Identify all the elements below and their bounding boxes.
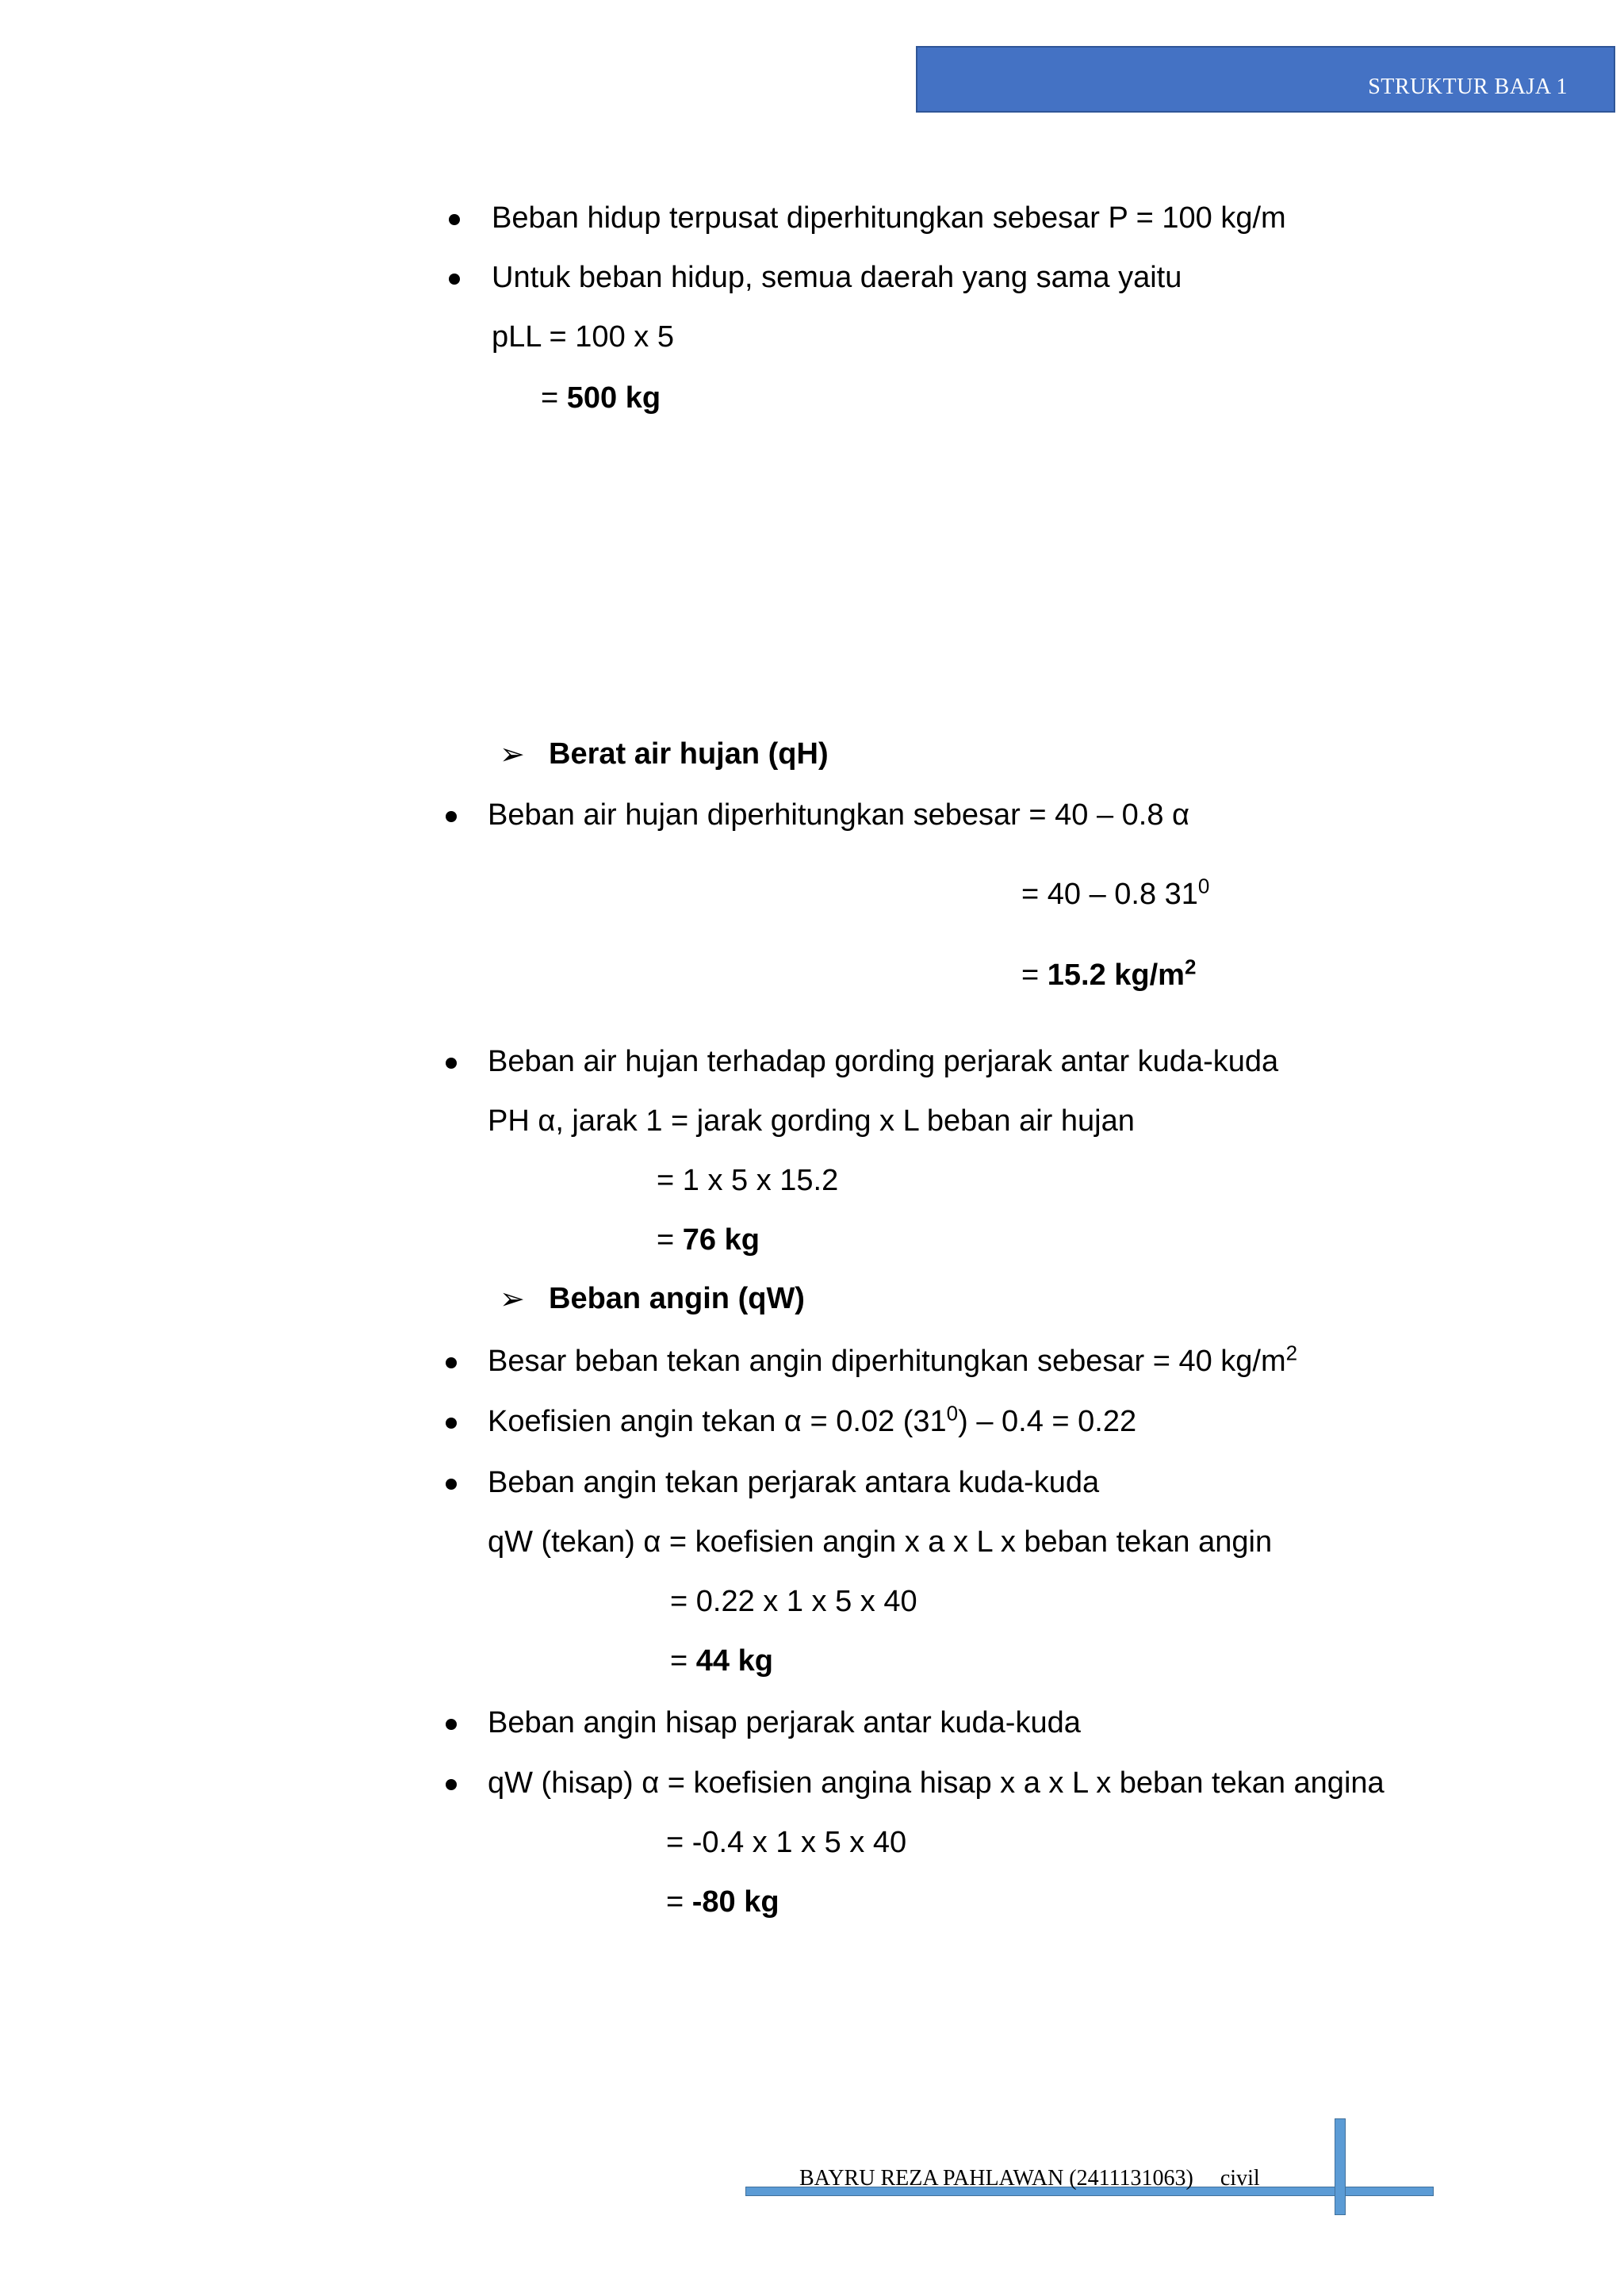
live-load-result bbox=[541, 380, 661, 416]
bullet bbox=[449, 274, 460, 285]
wind-line-6-value: 44 kg bbox=[695, 1644, 773, 1678]
wind-line-4: qW (tekan) α = koefisien angin x a x L x beban tekan angin bbox=[488, 1525, 1273, 1559]
rain-heading: Berat air hujan (qH) bbox=[549, 737, 829, 771]
rain-line-3-prefix: = bbox=[1021, 959, 1048, 992]
wind-line-6-prefix: = bbox=[670, 1644, 696, 1678]
wind-line-1-text: Besar beban tekan angin diperhitungkan sebesar = 40 kg/m bbox=[488, 1345, 1286, 1378]
wind-line-1 bbox=[488, 1343, 1297, 1380]
footer-dept: civil bbox=[1220, 2166, 1260, 2191]
rain-line-3-sup: 2 bbox=[1184, 955, 1197, 979]
arrow-bullet-icon: ➢ bbox=[500, 1281, 525, 1316]
rain-line-7 bbox=[657, 1222, 760, 1258]
live-load-result-value: 500 kg bbox=[566, 381, 661, 415]
rain-line-3-value: 15.2 kg/m bbox=[1047, 959, 1185, 992]
header-title: STRUKTUR BAJA 1 bbox=[1368, 75, 1568, 99]
rain-line-4: Beban air hujan terhadap gording perjarak antar kuda-kuda bbox=[488, 1045, 1279, 1078]
rain-line-2 bbox=[1021, 876, 1209, 913]
rain-line-3 bbox=[1021, 957, 1196, 993]
footer-vertical-bar bbox=[1335, 2118, 1346, 2215]
bullet bbox=[446, 1357, 457, 1368]
bullet bbox=[446, 811, 457, 822]
live-load-line-2: Untuk beban hidup, semua daerah yang sama yaitu bbox=[492, 261, 1182, 294]
wind-line-10 bbox=[666, 1884, 779, 1920]
wind-line-1-sup: 2 bbox=[1285, 1341, 1298, 1365]
wind-line-10-prefix: = bbox=[666, 1885, 692, 1919]
wind-line-2-text-b: ) – 0.4 = 0.22 bbox=[958, 1405, 1137, 1438]
rain-line-5: PH α, jarak 1 = jarak gording x L beban air hujan bbox=[488, 1104, 1135, 1138]
live-load-line-3: pLL = 100 x 5 bbox=[492, 320, 674, 354]
bullet bbox=[449, 214, 460, 225]
rain-line-7-prefix: = bbox=[657, 1223, 683, 1257]
bullet bbox=[446, 1058, 457, 1069]
rain-line-2-text: = 40 – 0.8 31 bbox=[1021, 878, 1198, 911]
wind-line-6 bbox=[670, 1643, 773, 1679]
wind-heading: Beban angin (qW) bbox=[549, 1282, 805, 1315]
arrow-bullet-icon: ➢ bbox=[500, 737, 525, 771]
wind-line-3: Beban angin tekan perjarak antara kuda-kuda bbox=[488, 1466, 1100, 1499]
footer-author: BAYRU REZA PAHLAWAN (2411131063) bbox=[799, 2166, 1193, 2191]
wind-line-2-sup: 0 bbox=[946, 1401, 959, 1425]
rain-line-6: = 1 x 5 x 15.2 bbox=[657, 1164, 839, 1197]
bullet bbox=[446, 1418, 457, 1429]
live-load-line-1: Beban hidup terpusat diperhitungkan sebesar P = 100 kg/m bbox=[492, 201, 1286, 235]
wind-line-2 bbox=[488, 1403, 1136, 1440]
bullet bbox=[446, 1479, 457, 1490]
bullet bbox=[446, 1779, 457, 1790]
wind-line-8: qW (hisap) α = koefisien angina hisap x a x L x beban tekan angina bbox=[488, 1766, 1385, 1800]
rain-line-7-value: 76 kg bbox=[682, 1223, 760, 1257]
rain-line-2-sup: 0 bbox=[1197, 874, 1210, 898]
bullet bbox=[446, 1719, 457, 1730]
header-banner bbox=[916, 46, 1615, 113]
result-prefix: = bbox=[541, 381, 567, 415]
wind-line-10-value: -80 kg bbox=[691, 1885, 779, 1919]
rain-line-1: Beban air hujan diperhitungkan sebesar = 40 – 0.8 α bbox=[488, 798, 1189, 832]
wind-line-5: = 0.22 x 1 x 5 x 40 bbox=[670, 1585, 917, 1618]
wind-line-2-text-a: Koefisien angin tekan α = 0.02 (31 bbox=[488, 1405, 947, 1438]
footer-text bbox=[799, 2166, 1260, 2191]
wind-line-7: Beban angin hisap perjarak antar kuda-kuda bbox=[488, 1706, 1081, 1739]
wind-line-9: = -0.4 x 1 x 5 x 40 bbox=[666, 1826, 907, 1859]
